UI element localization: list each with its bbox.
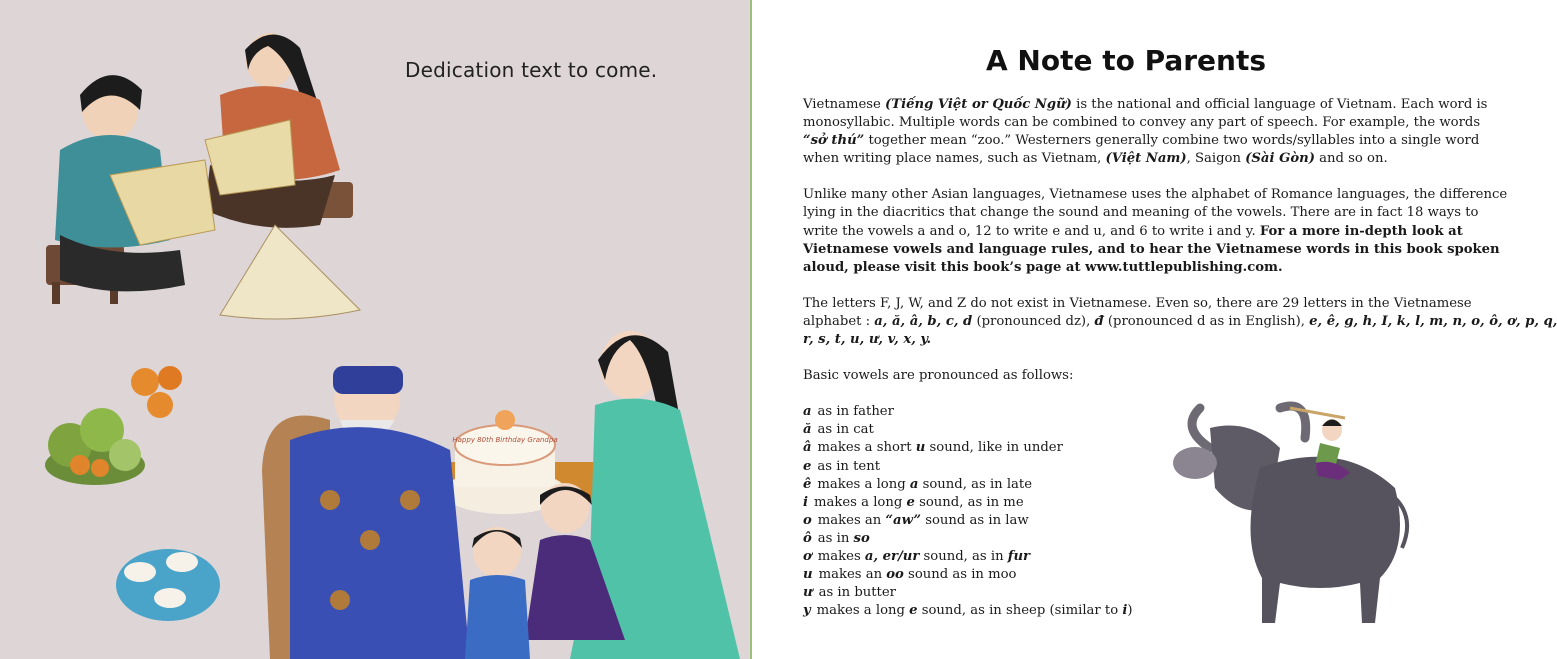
- vowel-letter: ă: [803, 422, 812, 438]
- text-span: e: [906, 494, 915, 510]
- text-span: is the national and official language of Vietnam. Each word is: [1071, 97, 1488, 112]
- paragraph-letters: [803, 295, 1557, 349]
- text-line: Vietnamese vowels and language rules, and to hear the Vietnamese words in this book spoken: [803, 241, 1500, 257]
- text-span: so: [853, 530, 870, 546]
- text-span: “sở thú”: [803, 133, 865, 149]
- text-span: sound, as in sheep (similar to: [917, 603, 1123, 619]
- vowel-letter: u: [803, 567, 813, 583]
- text-span: (pronounced dz),: [972, 313, 1095, 329]
- text-span: , Saigon: [1186, 151, 1246, 167]
- vowel-letter: o: [803, 512, 812, 528]
- text-span: sound as in moo: [903, 567, 1017, 583]
- text-span: and so on.: [1314, 151, 1388, 167]
- text-span: as in: [817, 530, 854, 546]
- text-line: Unlike many other Asian languages, Vietnamese uses the alphabet of Romance languages, the difference: [803, 187, 1508, 203]
- text-span: as in father: [817, 404, 894, 420]
- cake-inscription: Happy 80th Birthday Grandpa: [452, 436, 558, 444]
- weaving-women-illustration: [46, 33, 360, 319]
- text-span: sound, as in me: [914, 494, 1024, 510]
- text-span: sound, like in under: [925, 440, 1063, 456]
- text-span: as in tent: [817, 458, 881, 474]
- text-span: oo: [886, 567, 904, 583]
- text-span: For a more in-depth look at: [1259, 223, 1463, 239]
- text-span: e: [909, 603, 918, 619]
- text-line: The letters F, J, W, and Z do not exist in Vietnamese. Even so, there are 29 letters in the Vietnamese: [803, 295, 1472, 311]
- vowel-letter: ư: [803, 585, 813, 601]
- fruit-bowl-illustration: [45, 366, 182, 485]
- grandfather-illustration: [262, 365, 470, 659]
- text-span: write the vowels a and o, 12 to write e and u, and 6 to write i and y.: [803, 223, 1260, 239]
- text-span: (pronounced d as in English),: [1103, 313, 1310, 329]
- text-span: ): [1127, 603, 1133, 619]
- text-span: Vietnamese: [803, 97, 886, 112]
- text-line: r, s, t, u, ư, v, x, y.: [803, 332, 932, 348]
- paragraph-vowels-intro: Basic vowels are pronounced as follows:: [803, 368, 1074, 384]
- text-span: as in butter: [818, 585, 896, 601]
- text-span: đ: [1094, 313, 1104, 329]
- text-span: makes a short: [817, 440, 916, 456]
- website-link-text: aloud, please visit this book’s page at www.tuttlepublishing.com.: [803, 259, 1283, 275]
- text-span: (Việt Nam): [1105, 151, 1187, 167]
- text-span: when writing place names, such as Vietnam,: [803, 151, 1106, 167]
- text-span: together mean “zoo.” Westerners generally combine two words/syllables into a single word: [864, 133, 1480, 149]
- text-line: lying in the diacritics that change the sound and meaning of the vowels. There are in fact 18 ways to: [803, 205, 1479, 221]
- text-span: “aw”: [885, 512, 922, 528]
- text-span: makes: [817, 548, 865, 564]
- rice-cakes-plate-illustration: [116, 549, 220, 621]
- text-span: fur: [1007, 548, 1030, 564]
- text-span: (Sài Gòn): [1245, 151, 1315, 167]
- text-span: a, ă, â, b, c, d: [874, 313, 973, 329]
- dedication-text: Dedication text to come.: [405, 58, 658, 82]
- paragraph-alphabet: [803, 186, 1508, 276]
- text-span: a: [909, 476, 919, 492]
- text-span: sound, as in: [919, 548, 1008, 564]
- text-span: as in cat: [817, 422, 874, 438]
- text-span: alphabet :: [803, 313, 875, 329]
- right-page: [752, 0, 1557, 659]
- text-span: makes an: [817, 512, 886, 528]
- paragraph-language-intro: [803, 96, 1488, 168]
- text-span: e, ê, g, h, I, k, l, m, n, o, ô, ơ, p, q,: [1309, 313, 1557, 329]
- family-illustration: [0, 0, 750, 659]
- text-span: sound as in law: [921, 512, 1029, 528]
- text-span: (Tiếng Việt or Quốc Ngữ): [885, 97, 1072, 112]
- text-span: i: [1122, 603, 1128, 619]
- text-span: makes an: [818, 567, 887, 583]
- vowel-letter: â: [803, 440, 812, 456]
- vowel-letter: ô: [803, 530, 812, 546]
- text-span: makes a long: [814, 494, 907, 510]
- vowel-letter: ê: [803, 476, 812, 492]
- vowel-letter: y: [803, 603, 811, 619]
- text-span: makes a long: [816, 603, 910, 619]
- text-span: a, er/ur: [864, 548, 920, 564]
- text-line: monosyllabic. Multiple words can be combined to convey any part of speech. For example, the words: [803, 115, 1481, 131]
- vowel-letter: e: [803, 458, 812, 474]
- water-buffalo-illustration: [1170, 388, 1420, 628]
- text-span: sound, as in late: [918, 476, 1033, 492]
- text-span: u: [915, 440, 926, 456]
- vowel-letter: a: [803, 404, 812, 420]
- vowel-letter: ơ: [803, 548, 812, 564]
- left-page: [0, 0, 750, 659]
- text-span: makes a long: [817, 476, 910, 492]
- page-title: A Note to Parents: [985, 44, 1267, 77]
- vowel-letter: i: [803, 494, 809, 510]
